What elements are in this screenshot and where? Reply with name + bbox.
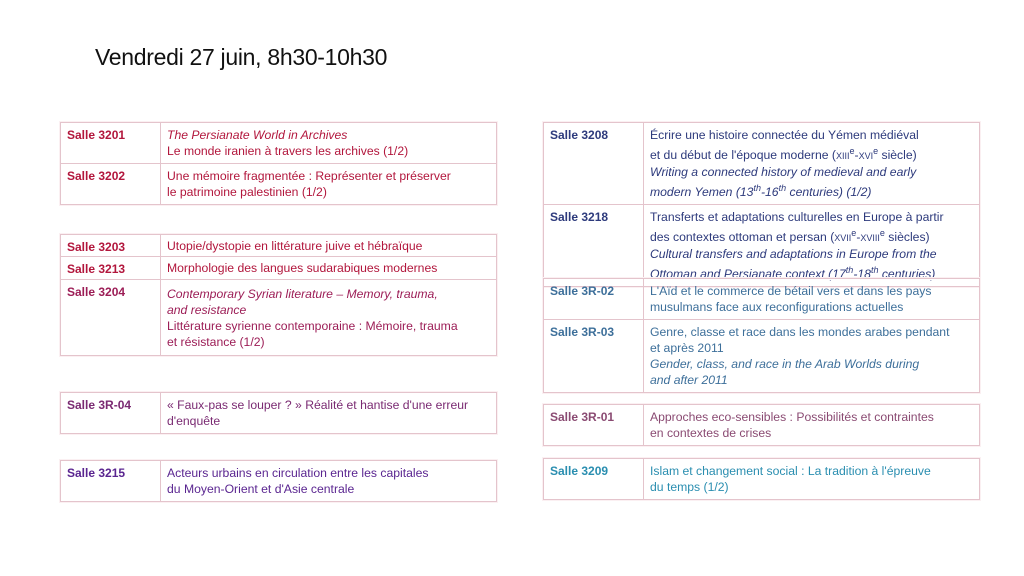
session-title: L'Aïd et le commerce de bétail vers et dans les pays musulmans face aux reconfigurations actuelles (650, 284, 932, 314)
table-row (61, 393, 496, 433)
schedule-block (543, 404, 980, 446)
table-row (61, 461, 496, 501)
room-label: Salle 3R-02 (544, 279, 644, 319)
schedule-block (60, 122, 497, 205)
session-title: Contemporary Syrian literature – Memory, trauma, and resistance Littérature syrienne contemporaine : Mémoire, trauma et résistance (1/2) (167, 287, 458, 349)
session-title: Une mémoire fragmentée : Représenter et préserver le patrimoine palestinien (1/2) (167, 169, 451, 199)
schedule-block (60, 392, 497, 434)
schedule-block (60, 460, 497, 502)
table-row (544, 279, 979, 319)
table-row (544, 459, 979, 499)
session-title: The Persianate World in Archives Le monde iranien à travers les archives (1/2) (167, 128, 409, 158)
room-label: Salle 3203 (61, 235, 161, 256)
schedule-block (543, 278, 980, 393)
session-title: Écrire une histoire connectée du Yémen médiéval et du début de l'époque moderne (XIIIe-XVIe siècle) Writing a connected history of medieval and early modern Yemen (13th-16th centuries) (1/2) (650, 128, 919, 200)
table-row (61, 123, 496, 163)
table-row (61, 256, 496, 279)
room-label: Salle 3213 (61, 257, 161, 279)
table-row (61, 235, 496, 256)
session-title: Genre, classe et race dans les mondes arabes pendant et après 2011 Gender, class, and race in the Arab Worlds during and after 2011 (650, 325, 950, 387)
session-title: Morphologie des langues sudarabiques modernes (167, 261, 438, 275)
table-row (544, 123, 979, 204)
room-label: Salle 3208 (544, 123, 644, 204)
table-row (544, 204, 979, 286)
table-row (544, 405, 979, 445)
schedule-block (543, 458, 980, 500)
session-title: Transferts et adaptations culturelles en Europe à partir des contextes ottoman et persan (XVIIe-XVIIIe siècles) Cultural transfers and adaptations in Europe from the Ottoman and Persianate context (17th-18th centuries) (650, 210, 944, 282)
table-row (61, 163, 496, 204)
room-label: Salle 3209 (544, 459, 644, 499)
room-label: Salle 3201 (61, 123, 161, 163)
schedule-block (60, 234, 497, 356)
room-label: Salle 3R-03 (544, 320, 644, 392)
session-title: « Faux-pas se louper ? » Réalité et hantise d'une erreur d'enquête (167, 398, 469, 428)
page-title: Vendredi 27 juin, 8h30-10h30 (95, 44, 388, 70)
session-title: Utopie/dystopie en littérature juive et hébraïque (167, 239, 423, 253)
table-row (61, 279, 496, 355)
session-title: Islam et changement social : La tradition à l'épreuve du temps (1/2) (650, 464, 931, 494)
schedule-block (543, 122, 980, 287)
room-label: Salle 3204 (61, 280, 161, 355)
room-label: Salle 3202 (61, 164, 161, 204)
session-title: Approches eco-sensibles : Possibilités et contraintes en contextes de crises (650, 410, 934, 440)
room-label: Salle 3R-04 (61, 393, 161, 433)
room-label: Salle 3R-01 (544, 405, 644, 445)
room-label: Salle 3218 (544, 205, 644, 286)
room-label: Salle 3215 (61, 461, 161, 501)
table-row (544, 319, 979, 392)
session-title: Acteurs urbains en circulation entre les capitales du Moyen-Orient et d'Asie centrale (167, 466, 429, 496)
